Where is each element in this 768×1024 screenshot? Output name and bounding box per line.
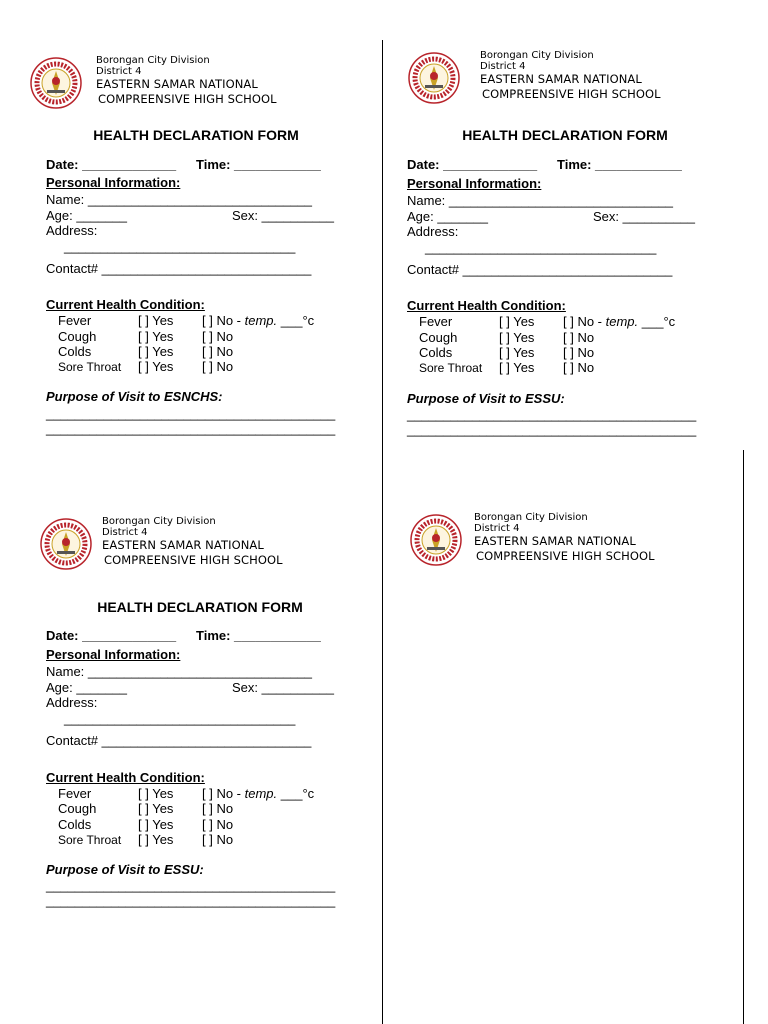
purpose-heading: Purpose of Visit to ESSU: [407, 391, 565, 406]
condition-row-fever [58, 313, 314, 328]
district-name: District 4 [474, 523, 520, 534]
temp-field[interactable]: ___°c [277, 313, 315, 328]
no-checkbox[interactable]: [ ] No - [202, 313, 245, 328]
division-name: Borongan City Division [96, 55, 210, 66]
district-name: District 4 [102, 527, 148, 538]
condition-row-sore-throat [58, 359, 233, 374]
division-name: Borongan City Division [474, 512, 588, 523]
form-title: HEALTH DECLARATION FORM [93, 127, 299, 143]
time-field[interactable]: Time: ____________ [196, 628, 321, 643]
yes-checkbox[interactable]: [ ] Yes [138, 329, 174, 344]
yes-checkbox[interactable]: [ ] Yes [499, 360, 535, 375]
no-checkbox[interactable]: [ ] No [563, 330, 595, 345]
health-condition-heading: Current Health Condition: [46, 770, 205, 785]
condition-name: Fever [58, 313, 92, 328]
purpose-heading: Purpose of Visit to ESNCHS: [46, 389, 223, 404]
address-field[interactable]: ________________________________ [64, 711, 296, 726]
school-seal-icon [410, 514, 462, 566]
center-divider-line [382, 40, 383, 1024]
sex-field[interactable]: Sex: __________ [232, 680, 334, 695]
condition-row-colds [58, 344, 233, 359]
health-form-2 [408, 50, 728, 450]
condition-name: Colds [58, 817, 92, 832]
temp-label: temp. [244, 786, 278, 801]
date-field[interactable]: Date: _____________ [407, 157, 538, 172]
yes-checkbox[interactable]: [ ] Yes [138, 801, 174, 816]
age-field[interactable]: Age: _______ [46, 208, 127, 223]
no-checkbox[interactable]: [ ] No [202, 344, 234, 359]
no-checkbox[interactable]: [ ] No - [563, 314, 606, 329]
yes-checkbox[interactable]: [ ] Yes [138, 344, 174, 359]
district-name: District 4 [96, 66, 142, 77]
yes-checkbox[interactable]: [ ] Yes [499, 345, 535, 360]
yes-checkbox[interactable]: [ ] Yes [138, 832, 174, 847]
school-name-line1: EASTERN SAMAR NATIONAL [96, 77, 258, 91]
address-field[interactable]: ________________________________ [64, 239, 296, 254]
no-checkbox[interactable]: [ ] No [202, 832, 234, 847]
condition-name: Sore Throat [58, 833, 122, 847]
no-checkbox[interactable]: [ ] No [563, 345, 595, 360]
sex-field[interactable]: Sex: __________ [593, 209, 695, 224]
temp-label: temp. [244, 313, 278, 328]
form-title: HEALTH DECLARATION FORM [462, 127, 668, 143]
purpose-field-line2[interactable]: ________________________________________ [407, 422, 697, 437]
yes-checkbox[interactable]: [ ] Yes [499, 314, 535, 329]
yes-checkbox[interactable]: [ ] Yes [138, 786, 174, 801]
date-field[interactable]: Date: _____________ [46, 157, 177, 172]
condition-row-sore-throat [58, 832, 233, 847]
school-header [40, 516, 360, 576]
no-checkbox[interactable]: [ ] No - [202, 786, 245, 801]
time-field[interactable]: Time: ____________ [196, 157, 321, 172]
condition-name: Fever [58, 786, 92, 801]
temp-field[interactable]: ___°c [277, 786, 315, 801]
purpose-field-line2[interactable]: ________________________________________ [46, 421, 336, 436]
condition-name: Sore Throat [419, 361, 483, 375]
address-label: Address: [46, 223, 98, 238]
yes-checkbox[interactable]: [ ] Yes [499, 330, 535, 345]
condition-row-cough [58, 801, 233, 816]
yes-checkbox[interactable]: [ ] Yes [138, 817, 174, 832]
school-name-line1: EASTERN SAMAR NATIONAL [480, 72, 642, 86]
condition-name: Fever [419, 314, 453, 329]
purpose-field-line2[interactable]: ________________________________________ [46, 893, 336, 908]
no-checkbox[interactable]: [ ] No [202, 329, 234, 344]
school-header [408, 50, 728, 110]
personal-info-heading: Personal Information: [407, 176, 542, 191]
health-condition-heading: Current Health Condition: [407, 298, 566, 313]
condition-row-colds [58, 817, 233, 832]
no-checkbox[interactable]: [ ] No [563, 360, 595, 375]
condition-name: Cough [58, 329, 97, 344]
school-header [410, 512, 730, 572]
condition-row-colds [419, 345, 594, 360]
school-name-line1: EASTERN SAMAR NATIONAL [102, 538, 264, 552]
no-checkbox[interactable]: [ ] No [202, 359, 234, 374]
form-title: HEALTH DECLARATION FORM [97, 599, 303, 615]
contact-field[interactable]: Contact# _____________________________ [46, 261, 312, 276]
school-header [30, 55, 350, 115]
district-name: District 4 [480, 61, 526, 72]
contact-field[interactable]: Contact# _____________________________ [407, 262, 673, 277]
health-form-1 [30, 55, 350, 455]
address-label: Address: [46, 695, 98, 710]
condition-row-fever [419, 314, 675, 329]
temp-field[interactable]: ___°c [638, 314, 676, 329]
purpose-field-line1[interactable]: ________________________________________ [46, 878, 336, 893]
sex-field[interactable]: Sex: __________ [232, 208, 334, 223]
name-field[interactable]: Name: _______________________________ [407, 193, 674, 208]
age-field[interactable]: Age: _______ [46, 680, 127, 695]
school-name-line2: COMPREENSIVE HIGH SCHOOL [104, 553, 283, 567]
condition-row-sore-throat [419, 360, 594, 375]
no-checkbox[interactable]: [ ] No [202, 817, 234, 832]
age-field[interactable]: Age: _______ [407, 209, 488, 224]
purpose-heading: Purpose of Visit to ESSU: [46, 862, 204, 877]
condition-name: Sore Throat [58, 360, 122, 374]
contact-field[interactable]: Contact# _____________________________ [46, 733, 312, 748]
purpose-field-line1[interactable]: ________________________________________ [407, 407, 697, 422]
school-name-line1: EASTERN SAMAR NATIONAL [474, 534, 636, 548]
school-name-line2: COMPREENSIVE HIGH SCHOOL [482, 87, 661, 101]
health-form-3 [40, 516, 360, 916]
purpose-field-line1[interactable]: ________________________________________ [46, 406, 336, 421]
school-seal-icon [30, 57, 82, 109]
time-field[interactable]: Time: ____________ [557, 157, 682, 172]
name-field[interactable]: Name: _______________________________ [46, 664, 313, 679]
division-name: Borongan City Division [102, 516, 216, 527]
address-label: Address: [407, 224, 459, 239]
no-checkbox[interactable]: [ ] No [202, 801, 234, 816]
header-only-block [410, 512, 730, 572]
personal-info-heading: Personal Information: [46, 175, 181, 190]
name-field[interactable]: Name: _______________________________ [46, 192, 313, 207]
condition-row-cough [419, 330, 594, 345]
condition-row-cough [58, 329, 233, 344]
school-seal-icon [40, 518, 92, 570]
condition-name: Cough [419, 330, 458, 345]
condition-name: Cough [58, 801, 97, 816]
condition-name: Colds [419, 345, 453, 360]
right-divider-line [743, 450, 744, 1024]
condition-row-fever [58, 786, 314, 801]
division-name: Borongan City Division [480, 50, 594, 61]
yes-checkbox[interactable]: [ ] Yes [138, 359, 174, 374]
school-seal-icon [408, 52, 460, 104]
yes-checkbox[interactable]: [ ] Yes [138, 313, 174, 328]
address-field[interactable]: ________________________________ [425, 240, 657, 255]
condition-name: Colds [58, 344, 92, 359]
school-name-line2: COMPREENSIVE HIGH SCHOOL [98, 92, 277, 106]
health-condition-heading: Current Health Condition: [46, 297, 205, 312]
school-name-line2: COMPREENSIVE HIGH SCHOOL [476, 549, 655, 563]
temp-label: temp. [605, 314, 639, 329]
date-field[interactable]: Date: _____________ [46, 628, 177, 643]
personal-info-heading: Personal Information: [46, 647, 181, 662]
